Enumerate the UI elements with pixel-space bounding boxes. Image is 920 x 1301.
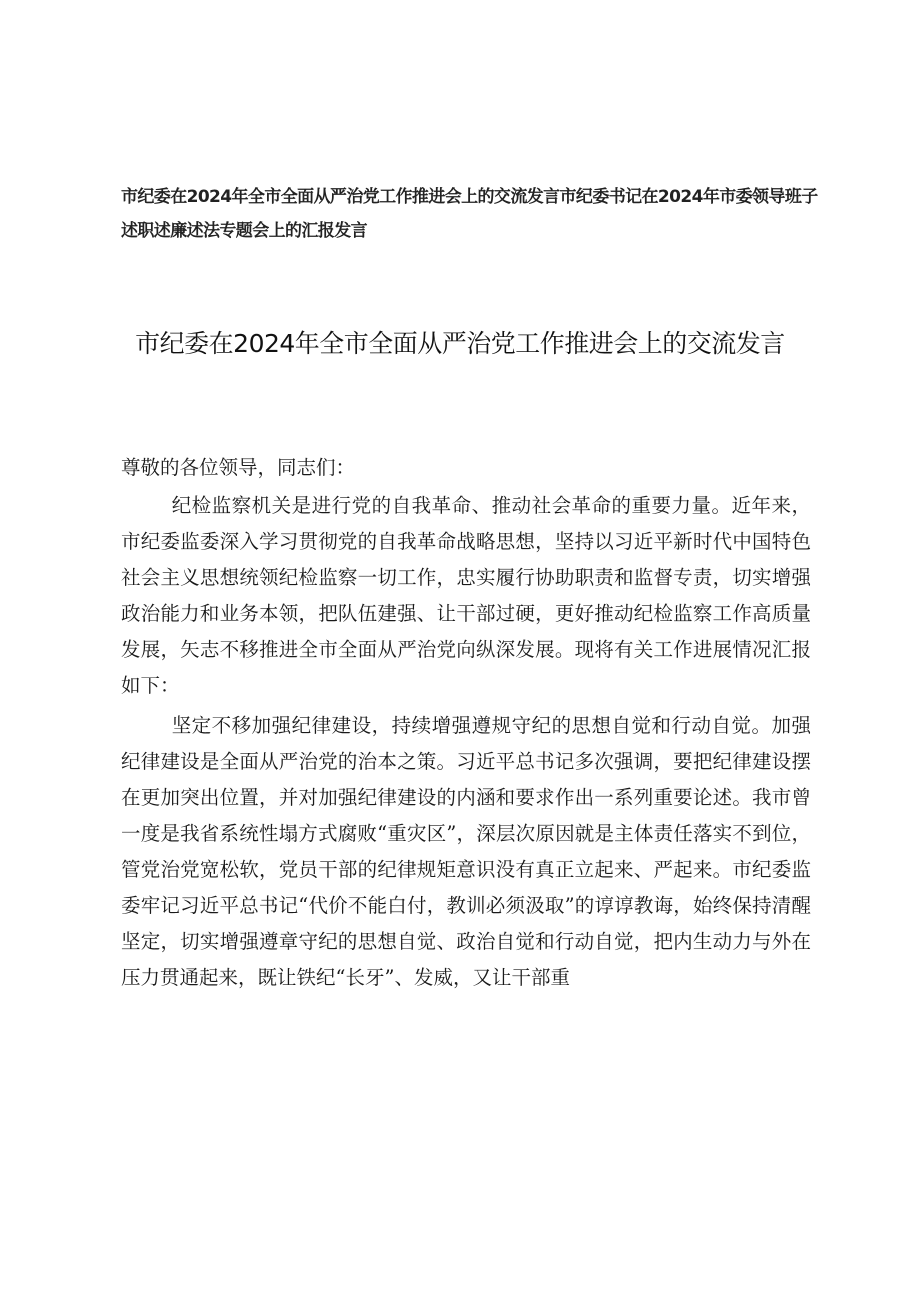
document-header-title: 市纪委在2024年全市全面从严治党工作推进会上的交流发言市纪委书记在2024年市委领导班子述职述廉述法专题会上的汇报发言 <box>121 187 818 241</box>
document-body <box>121 450 811 1000</box>
salutation: 尊敬的各位领导，同志们： <box>121 456 356 479</box>
document-main-title: 市纪委在2024年全市全面从严治党工作推进会上的交流发言 <box>135 328 785 358</box>
body-paragraph-2: 坚定不移加强纪律建设，持续增强遵规守纪的思想自觉和行动自觉。加强纪律建设是全面从严治党的治本之策。习近平总书记多次强调，要把纪律建设摆在更加突出位置，并对加强纪律建设的内涵和要求作出一系列重要论述。我市曾一度是我省系统性塌方式腐败“重灾区”，深层次原因就是主体责任落实不到位，管党治党宽松软，党员干部的纪律规矩意识没有真正立起来、严起来。市纪委监委牢记习近平总书记“代价不能白付，教训必须汲取”的谆谆教诲，始终保持清醒坚定，切实增强遵章守纪的思想自觉、政治自觉和行动自觉，把内生动力与外在压力贯通起来，既让铁纪“长牙”、发威，又让干部重 <box>121 714 811 989</box>
body-paragraph-1: 纪检监察机关是进行党的自我革命、推动社会革命的重要力量。近年来，市纪委监委深入学习贯彻党的自我革命战略思想，坚持以习近平新时代中国特色社会主义思想统领纪检监察一切工作，忠实履行协助职责和监督专责，切实增强政治能力和业务本领，把队伍建强、让干部过硬，更好推动纪检监察工作高质量发展，矢志不移推进全市全面从严治党向纵深发展。现将有关工作进展情况汇报如下： <box>121 494 811 697</box>
